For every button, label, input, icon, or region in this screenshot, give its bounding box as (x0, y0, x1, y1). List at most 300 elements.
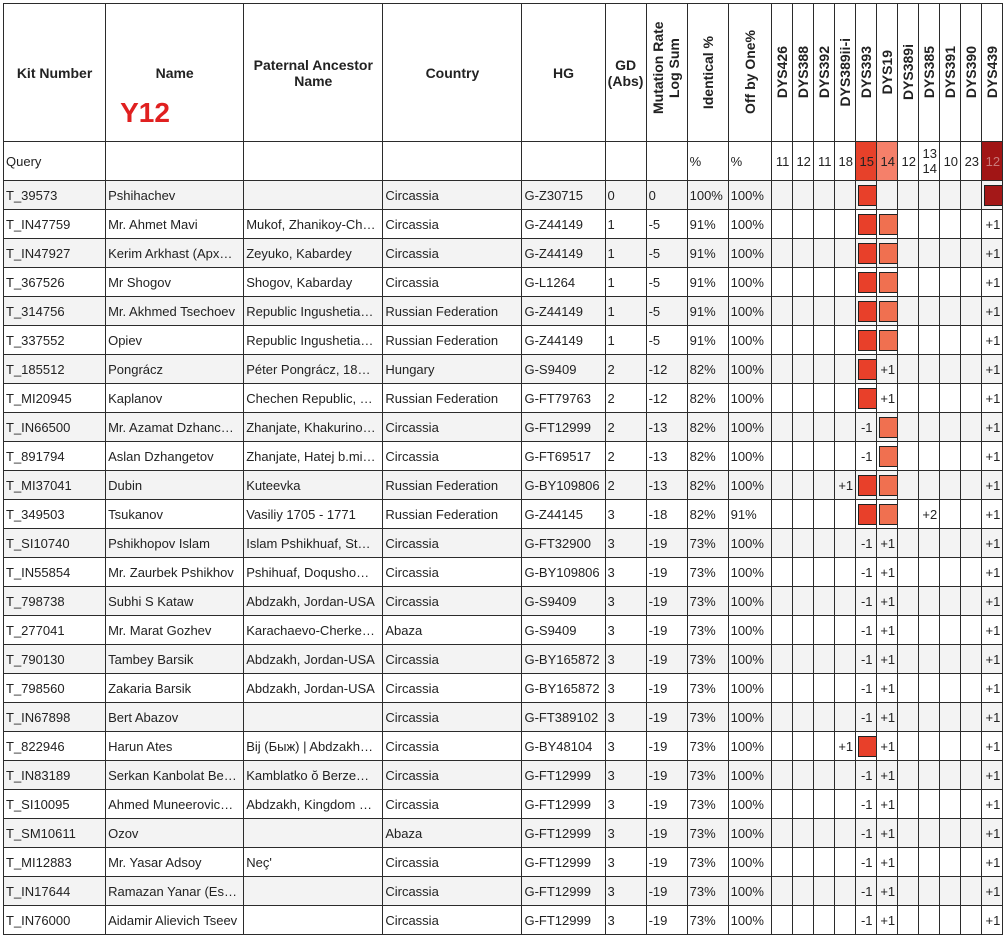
dys385-cell (918, 761, 939, 790)
country-cell: Circassia (383, 558, 522, 587)
table-row[interactable] (4, 877, 1003, 906)
mutation-cell: -19 (646, 558, 687, 587)
kit-number-cell[interactable]: T_822946 (4, 732, 106, 761)
kit-number-cell[interactable]: T_MI37041 (4, 471, 106, 500)
dys389ii-i-cell (834, 848, 855, 877)
dys390-cell (960, 442, 981, 471)
hg-cell: G-S9409 (522, 355, 605, 384)
ancestor-cell: Zhanjate, Khakurino… (244, 413, 383, 442)
dys393-cell: -1 (855, 413, 876, 442)
off-by-one-cell: 100% (728, 587, 771, 616)
header-dys385[interactable]: DYS385 (918, 4, 939, 142)
kit-number-cell[interactable]: T_SI10095 (4, 790, 106, 819)
dys439-cell: +1 (981, 268, 1002, 297)
ancestor-cell: Islam Pshikhuaf, St… (244, 529, 383, 558)
hg-cell: G-Z44149 (522, 210, 605, 239)
dys391-cell (939, 384, 960, 413)
header-gd[interactable]: GD (Abs) (605, 4, 646, 142)
dys388-cell (792, 384, 813, 413)
table-row[interactable] (4, 906, 1003, 935)
dys388-cell (792, 239, 813, 268)
ancestor-cell: Republic Ingushetia… (244, 297, 383, 326)
dys426-cell (771, 500, 792, 529)
kit-number-cell[interactable]: T_790130 (4, 645, 106, 674)
dys385-cell: +2 (918, 500, 939, 529)
kit-number-cell[interactable]: T_SI10740 (4, 529, 106, 558)
dys388-cell (792, 761, 813, 790)
name-cell: Ahmed Muneerovic… (106, 790, 244, 819)
ancestor-cell: Kuteevka (244, 471, 383, 500)
table-row[interactable] (4, 529, 1003, 558)
off-by-one-cell: 100% (728, 413, 771, 442)
table-row[interactable] (4, 384, 1003, 413)
dys391-cell (939, 355, 960, 384)
header-dys388[interactable]: DYS388 (792, 4, 813, 142)
kit-number-cell[interactable]: T_367526 (4, 268, 106, 297)
dys391-cell (939, 268, 960, 297)
dys393-cell (855, 268, 876, 297)
dys390-cell (960, 355, 981, 384)
identical-cell: 82% (687, 471, 728, 500)
hg-cell: G-FT79763 (522, 384, 605, 413)
dys389i-cell (897, 732, 918, 761)
table-row[interactable] (4, 703, 1003, 732)
dys389ii-i-cell (834, 558, 855, 587)
dys389ii-i-cell (834, 790, 855, 819)
dys389i-cell (897, 239, 918, 268)
name-cell: Dubin (106, 471, 244, 500)
name-cell: Tsukanov (106, 500, 244, 529)
dys390-cell (960, 558, 981, 587)
table-row[interactable] (4, 326, 1003, 355)
dys385-cell (918, 587, 939, 616)
dys393-cell (855, 326, 876, 355)
dys393-cell: -1 (855, 674, 876, 703)
gd-cell: 1 (605, 268, 646, 297)
dys393-cell (855, 297, 876, 326)
dys390-cell (960, 326, 981, 355)
kit-number-cell[interactable]: T_185512 (4, 355, 106, 384)
table-row[interactable] (4, 819, 1003, 848)
hg-cell: G-BY165872 (522, 674, 605, 703)
mutation-cell: -19 (646, 848, 687, 877)
header-name[interactable] (106, 4, 244, 142)
identical-cell: 73% (687, 703, 728, 732)
mutation-cell: 0 (646, 181, 687, 210)
table-row[interactable] (4, 761, 1003, 790)
ancestor-cell: Chechen Republic, … (244, 384, 383, 413)
dys391-cell (939, 239, 960, 268)
kit-number-cell[interactable]: T_IN83189 (4, 761, 106, 790)
dys389i-cell (897, 355, 918, 384)
dys392-cell (813, 268, 834, 297)
country-cell: Abaza (383, 616, 522, 645)
dys426-cell (771, 645, 792, 674)
name-cell: Subhi S Kataw (106, 587, 244, 616)
table-row[interactable] (4, 268, 1003, 297)
dys19-cell: +1 (876, 877, 897, 906)
dys392-cell (813, 239, 834, 268)
country-cell: Russian Federation (383, 297, 522, 326)
dys385-cell (918, 326, 939, 355)
identical-cell: 73% (687, 616, 728, 645)
dys392-cell (813, 529, 834, 558)
dys393-cell-mismatch-marker (858, 301, 877, 322)
off-by-one-cell: 100% (728, 732, 771, 761)
dys439-cell: +1 (981, 239, 1002, 268)
mutation-cell: -19 (646, 906, 687, 935)
dys393-cell-mismatch-marker (858, 504, 877, 525)
name-cell: Kaplanov (106, 384, 244, 413)
dys389i-cell (897, 268, 918, 297)
dys389ii-i-cell (834, 210, 855, 239)
dys393-cell (855, 732, 876, 761)
kit-number-cell[interactable]: T_IN66500 (4, 413, 106, 442)
dys392-cell (813, 558, 834, 587)
ancestor-cell (244, 819, 383, 848)
dys390-cell (960, 616, 981, 645)
header-hg[interactable]: HG (522, 4, 605, 142)
dys385-cell (918, 616, 939, 645)
dys389i-cell (897, 877, 918, 906)
header-off-by-one[interactable]: Off by One% (728, 4, 771, 142)
dys391-cell (939, 761, 960, 790)
identical-cell: 73% (687, 645, 728, 674)
off-by-one-cell: 100% (728, 268, 771, 297)
dys426-cell (771, 674, 792, 703)
dys389ii-i-cell (834, 326, 855, 355)
table-row[interactable] (4, 355, 1003, 384)
dys389i-cell (897, 326, 918, 355)
identical-cell: 73% (687, 558, 728, 587)
dys426-cell (771, 297, 792, 326)
dys390-cell (960, 471, 981, 500)
dys390-cell (960, 297, 981, 326)
mutation-cell: -19 (646, 732, 687, 761)
hg-cell: G-BY48104 (522, 732, 605, 761)
dys439-cell: +1 (981, 413, 1002, 442)
dys390-cell (960, 181, 981, 210)
table-row[interactable] (4, 500, 1003, 529)
table-row[interactable] (4, 239, 1003, 268)
dys19-cell (876, 239, 897, 268)
dys388-cell (792, 790, 813, 819)
ancestor-cell (244, 906, 383, 935)
dys392-cell (813, 500, 834, 529)
header-country[interactable]: Country (383, 4, 522, 142)
dys390-cell (960, 645, 981, 674)
dys392-cell (813, 703, 834, 732)
dys393-cell-mismatch-marker (858, 736, 877, 757)
table-row[interactable] (4, 210, 1003, 239)
gd-cell: 3 (605, 587, 646, 616)
dys392-cell (813, 645, 834, 674)
dys388-cell (792, 906, 813, 935)
dys389i-cell (897, 761, 918, 790)
gd-cell: 3 (605, 819, 646, 848)
query-identical: % (687, 142, 728, 181)
dys393-cell: -1 (855, 819, 876, 848)
dys389i-cell (897, 413, 918, 442)
dys439-cell (981, 181, 1002, 210)
dys388-cell (792, 355, 813, 384)
dys385-cell (918, 529, 939, 558)
name-cell: Pongrácz (106, 355, 244, 384)
mutation-cell: -19 (646, 761, 687, 790)
table-row[interactable] (4, 674, 1003, 703)
gd-cell: 3 (605, 529, 646, 558)
query-label: Query (4, 142, 106, 181)
query-dys388: 12 (792, 142, 813, 181)
name-cell: Pshihachev (106, 181, 244, 210)
table-row[interactable] (4, 471, 1003, 500)
dys389ii-i-cell (834, 355, 855, 384)
dys389i-cell (897, 471, 918, 500)
dys390-cell (960, 848, 981, 877)
dys388-cell (792, 848, 813, 877)
dys385-cell (918, 558, 939, 587)
table-row[interactable] (4, 848, 1003, 877)
country-cell: Circassia (383, 732, 522, 761)
query-dys392: 11 (813, 142, 834, 181)
identical-cell: 73% (687, 877, 728, 906)
country-cell: Circassia (383, 848, 522, 877)
table-row[interactable] (4, 558, 1003, 587)
dys392-cell (813, 210, 834, 239)
table-row[interactable] (4, 587, 1003, 616)
header-paternal-ancestor[interactable]: Paternal Ancestor Name (244, 4, 383, 142)
mutation-cell: -19 (646, 877, 687, 906)
dys19-cell: +1 (876, 674, 897, 703)
kit-number-cell[interactable]: T_IN47759 (4, 210, 106, 239)
dys426-cell (771, 471, 792, 500)
gd-cell: 2 (605, 413, 646, 442)
country-cell: Circassia (383, 877, 522, 906)
header-dys389i[interactable]: DYS389i (897, 4, 918, 142)
dys19-cell (876, 442, 897, 471)
header-dys390[interactable]: DYS390 (960, 4, 981, 142)
kit-number-cell[interactable]: T_891794 (4, 442, 106, 471)
identical-cell: 82% (687, 500, 728, 529)
gd-cell: 3 (605, 703, 646, 732)
name-cell: Serkan Kanbolat Be… (106, 761, 244, 790)
kit-number-cell[interactable]: T_IN55854 (4, 558, 106, 587)
gd-cell: 1 (605, 210, 646, 239)
name-cell: Zakaria Barsik (106, 674, 244, 703)
hg-cell: G-FT12999 (522, 848, 605, 877)
dys390-cell (960, 819, 981, 848)
kit-number-cell[interactable]: T_IN47927 (4, 239, 106, 268)
hg-cell: G-BY109806 (522, 471, 605, 500)
dys426-cell (771, 384, 792, 413)
table-row[interactable] (4, 442, 1003, 471)
kit-number-cell[interactable]: T_SM10611 (4, 819, 106, 848)
dys393-cell: -1 (855, 848, 876, 877)
dys391-cell (939, 645, 960, 674)
kit-number-cell[interactable]: T_337552 (4, 326, 106, 355)
dys389ii-i-cell (834, 587, 855, 616)
dys388-cell (792, 645, 813, 674)
dys19-cell (876, 500, 897, 529)
mutation-cell: -13 (646, 471, 687, 500)
hg-cell: G-FT12999 (522, 877, 605, 906)
name-cell: Aslan Dzhangetov (106, 442, 244, 471)
dys389ii-i-cell (834, 268, 855, 297)
identical-cell: 82% (687, 442, 728, 471)
mutation-cell: -12 (646, 384, 687, 413)
dys19-cell: +1 (876, 703, 897, 732)
header-dys426[interactable]: DYS426 (771, 4, 792, 142)
dys390-cell (960, 239, 981, 268)
gd-cell: 3 (605, 674, 646, 703)
kit-number-cell[interactable]: T_IN67898 (4, 703, 106, 732)
dys439-cell: +1 (981, 558, 1002, 587)
gd-cell: 1 (605, 239, 646, 268)
gd-cell: 3 (605, 906, 646, 935)
country-cell: Circassia (383, 587, 522, 616)
dys389ii-i-cell (834, 819, 855, 848)
identical-cell: 73% (687, 529, 728, 558)
mutation-cell: -18 (646, 500, 687, 529)
header-dys439[interactable]: DYS439 (981, 4, 1002, 142)
dys388-cell (792, 819, 813, 848)
off-by-one-cell: 100% (728, 703, 771, 732)
hg-cell: G-FT12999 (522, 413, 605, 442)
dys426-cell (771, 703, 792, 732)
dys389i-cell (897, 384, 918, 413)
dys19-cell: +1 (876, 848, 897, 877)
table-row[interactable] (4, 297, 1003, 326)
dys389ii-i-cell (834, 529, 855, 558)
dys393-cell: -1 (855, 790, 876, 819)
dys439-cell: +1 (981, 674, 1002, 703)
query-dys389ii-i: 18 (834, 142, 855, 181)
header-identical[interactable]: Identical % (687, 4, 728, 142)
mutation-cell: -5 (646, 210, 687, 239)
dys385-cell (918, 442, 939, 471)
mutation-cell: -19 (646, 703, 687, 732)
dys392-cell (813, 471, 834, 500)
ancestor-cell: Neç' (244, 848, 383, 877)
table-row[interactable] (4, 616, 1003, 645)
dys393-cell: -1 (855, 906, 876, 935)
dys439-cell-mismatch-marker (984, 185, 1003, 206)
dys392-cell (813, 761, 834, 790)
dys390-cell (960, 587, 981, 616)
dys389i-cell (897, 790, 918, 819)
dys393-cell (855, 181, 876, 210)
dys393-cell: -1 (855, 761, 876, 790)
kit-number-cell[interactable]: T_IN76000 (4, 906, 106, 935)
table-row[interactable] (4, 732, 1003, 761)
dys393-cell-mismatch-marker (858, 475, 877, 496)
table-row[interactable] (4, 181, 1003, 210)
kit-number-cell[interactable]: T_MI20945 (4, 384, 106, 413)
dys439-cell: +1 (981, 529, 1002, 558)
identical-cell: 82% (687, 355, 728, 384)
table-row[interactable] (4, 790, 1003, 819)
dys391-cell (939, 703, 960, 732)
kit-number-cell[interactable]: T_314756 (4, 297, 106, 326)
kit-number-cell[interactable]: T_798738 (4, 587, 106, 616)
kit-number-cell[interactable]: T_IN17644 (4, 877, 106, 906)
query-dys426: 11 (771, 142, 792, 181)
ancestor-cell: Zeyuko, Kabardey (244, 239, 383, 268)
dys426-cell (771, 239, 792, 268)
dys393-cell (855, 384, 876, 413)
dys389i-cell (897, 181, 918, 210)
dys391-cell (939, 471, 960, 500)
header-dys389ii-i[interactable]: DYS389ii-i (834, 4, 855, 142)
mutation-cell: -5 (646, 326, 687, 355)
header-dys19[interactable]: DYS19 (876, 4, 897, 142)
mutation-cell: -19 (646, 819, 687, 848)
identical-cell: 91% (687, 210, 728, 239)
dys392-cell (813, 181, 834, 210)
dys388-cell (792, 442, 813, 471)
name-cell: Kerim Arkhast (Apx… (106, 239, 244, 268)
ancestor-cell: Pshihuaf, Doqusho… (244, 558, 383, 587)
dys392-cell (813, 297, 834, 326)
dys426-cell (771, 587, 792, 616)
dys389ii-i-cell (834, 761, 855, 790)
ancestor-cell: Shogov, Kabarday (244, 268, 383, 297)
dys390-cell (960, 790, 981, 819)
dys391-cell (939, 877, 960, 906)
kit-number-cell[interactable]: T_277041 (4, 616, 106, 645)
dys388-cell (792, 877, 813, 906)
kit-number-cell[interactable]: T_39573 (4, 181, 106, 210)
dys389i-cell (897, 297, 918, 326)
dys392-cell (813, 326, 834, 355)
kit-number-cell[interactable]: T_MI12883 (4, 848, 106, 877)
header-name-label: Name (155, 64, 194, 81)
header-dys393[interactable]: DYS393 (855, 4, 876, 142)
kit-number-cell[interactable]: T_798560 (4, 674, 106, 703)
dys392-cell (813, 355, 834, 384)
dys426-cell (771, 848, 792, 877)
dys391-cell (939, 297, 960, 326)
header-mutation-rate[interactable]: Mutation Rate Log Sum (646, 4, 687, 142)
dys390-cell (960, 732, 981, 761)
gd-cell: 3 (605, 645, 646, 674)
gd-cell: 1 (605, 326, 646, 355)
dys391-cell (939, 558, 960, 587)
dys390-cell (960, 906, 981, 935)
off-by-one-cell: 100% (728, 877, 771, 906)
hg-cell: G-BY109806 (522, 558, 605, 587)
dys19-cell (876, 471, 897, 500)
header-dys392[interactable]: DYS392 (813, 4, 834, 142)
dys388-cell (792, 616, 813, 645)
dys439-cell: +1 (981, 790, 1002, 819)
country-cell: Circassia (383, 674, 522, 703)
table-row[interactable] (4, 413, 1003, 442)
header-kit-number[interactable]: Kit Number (4, 4, 106, 142)
identical-cell: 73% (687, 761, 728, 790)
off-by-one-cell: 100% (728, 645, 771, 674)
name-cell: Mr. Marat Gozhev (106, 616, 244, 645)
header-dys391[interactable]: DYS391 (939, 4, 960, 142)
kit-number-cell[interactable]: T_349503 (4, 500, 106, 529)
dys19-cell-mismatch-marker (879, 504, 898, 525)
dys426-cell (771, 529, 792, 558)
dys393-cell: -1 (855, 529, 876, 558)
identical-cell: 82% (687, 384, 728, 413)
dys19-cell-mismatch-marker (879, 301, 898, 322)
table-row[interactable] (4, 645, 1003, 674)
dys385-cell (918, 906, 939, 935)
